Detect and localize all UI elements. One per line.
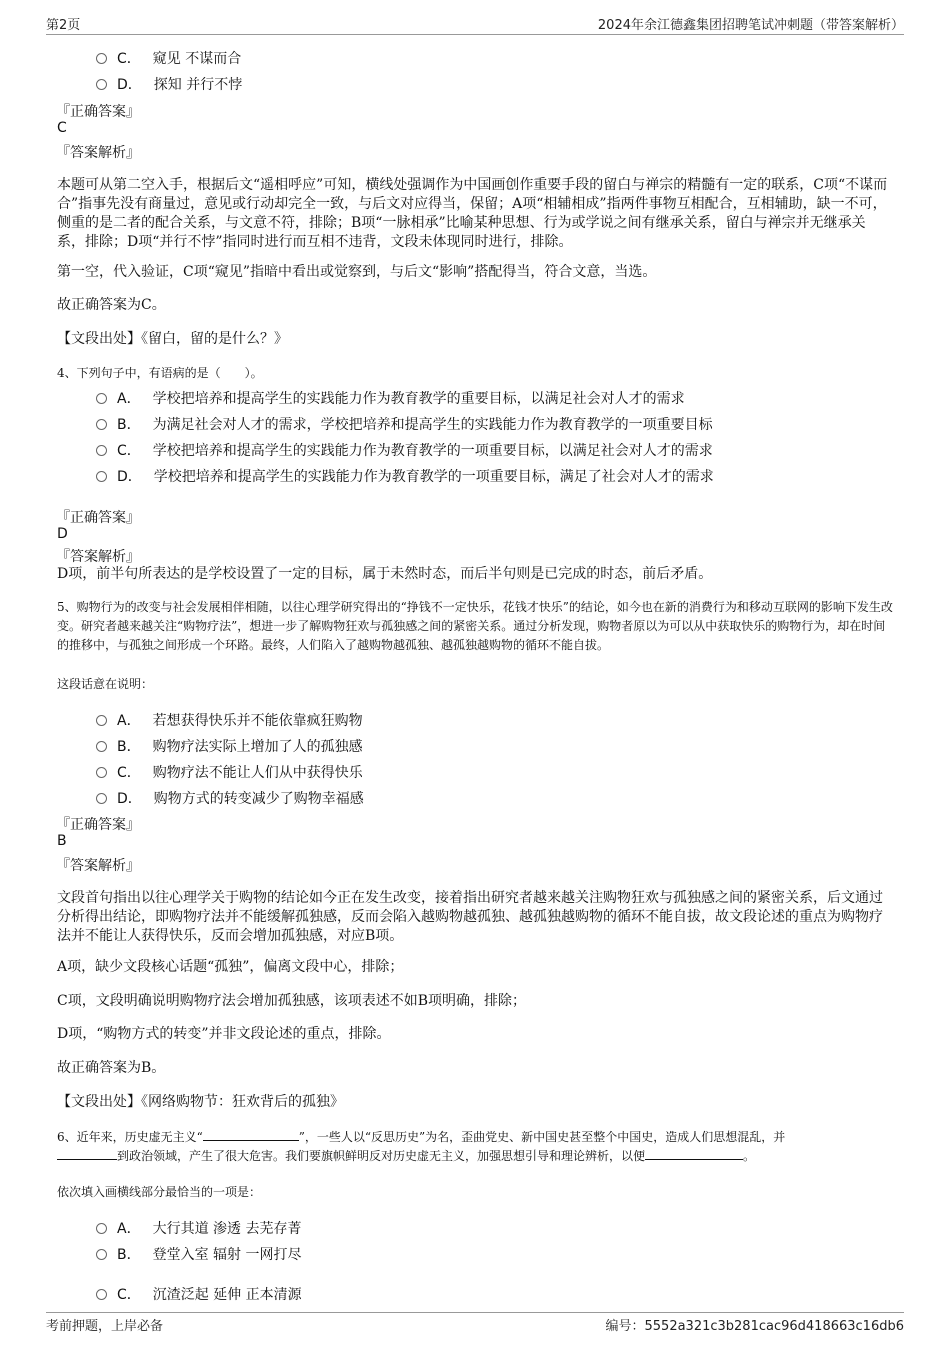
q5-analysis-label: 『答案解析』 — [56, 858, 140, 874]
radio-icon[interactable] — [96, 1289, 107, 1300]
q5-analysis-paragraph: D项，“购物方式的转变”并非文段论述的重点，排除。 — [57, 1026, 391, 1042]
q4-answer-label: 『正确答案』 — [56, 510, 140, 526]
q3-option-c[interactable]: C． 窥见 不谋而合 — [96, 48, 241, 66]
q4-option-b[interactable]: B． 为满足社会对人才的需求，学校把培养和提高学生的实践能力作为教育教学的一项重要目标 — [96, 414, 713, 432]
document-title: 2024年余江德鑫集团招聘笔试冲刺题（带答案解析） — [597, 18, 904, 33]
blank-1 — [203, 1128, 299, 1141]
q3-source: 【文段出处】《留白，留的是什么？》 — [57, 331, 288, 347]
radio-icon[interactable] — [96, 53, 107, 64]
q3-option-d[interactable]: D． 探知 并行不悖 — [96, 74, 242, 92]
q3-analysis-label: 『答案解析』 — [56, 145, 140, 161]
radio-icon[interactable] — [96, 471, 107, 482]
q5-analysis-paragraph: 文段首句指出以往心理学关于购物的结论如今正在发生改变，接着指出研究者越来越关注购物狂欢与孤独感之间的紧密关系，后文通过分析得出结论，即购物疗法并不能缓解孤独感，反而会陷入越购物越孤独、越孤独越购物的循环不能自拔，故文段论述的重点为购物疗法并不能让人获得快乐，反而会增加孤独感，对应B项。 — [57, 890, 883, 944]
q4-option-d[interactable]: D． 学校把培养和提高学生的实践能力作为教育教学的一项重要目标，满足了社会对人才的需求 — [96, 466, 714, 484]
q4-option-c[interactable]: C． 学校把培养和提高学生的实践能力作为教育教学的一项重要目标，以满足社会对人才的需求 — [96, 440, 713, 458]
radio-icon[interactable] — [96, 1223, 107, 1234]
q6-option-a[interactable]: A． 大行其道 渗透 去芜存菁 — [96, 1218, 301, 1236]
q5-analysis-conclusion: 故正确答案为B。 — [57, 1060, 166, 1076]
radio-icon[interactable] — [96, 79, 107, 90]
q3-analysis-paragraph: 第一空，代入验证，C项“窥见”指暗中看出或觉察到，与后文“影响”搭配得当，符合文意，当选。 — [57, 264, 657, 280]
footer-slogan: 考前押题，上岸必备 — [46, 1319, 164, 1334]
q6-stem: 6、近年来，历史虚无主义“ ”，一些人以“反思历史”为名，歪曲党史、新中国史甚至整个中国史，造成人们思想混乱，并 到政治领域，产生了很大危害。我们要旗帜鲜明反对历史虚无主义，加强思想引导和理论辨析，以便 。 — [57, 1130, 786, 1163]
radio-icon[interactable] — [96, 767, 107, 778]
radio-icon[interactable] — [96, 793, 107, 804]
radio-icon[interactable] — [96, 741, 107, 752]
q4-answer: D — [57, 526, 68, 542]
q5-stem: 5、购物行为的改变与社会发展相伴相随，以往心理学研究得出的“挣钱不一定快乐，花钱才快乐”的结论，如今也在新的消费行为和移动互联网的影响下发生改变。研究者越来越关注“购物疗法”，想进一步了解购物狂欢与孤独感之间的紧密关系。通过分析发现，购物者原以为可以从中获取快乐的购物行为，却在时间的推移中，与孤独之间形成一个环路。最终，人们陷入了越购物越孤独、越孤独越购物的循环不能自拔。 — [57, 600, 893, 652]
radio-icon[interactable] — [96, 715, 107, 726]
q5-analysis-paragraph: A项，缺少文段核心话题“孤独”，偏离文段中心，排除； — [57, 959, 404, 975]
radio-icon[interactable] — [96, 393, 107, 404]
document-code: 编号：5552a321c3b281cac96d418663c16db6 — [605, 1319, 904, 1334]
q5-source: 【文段出处】《网络购物节：狂欢背后的孤独》 — [57, 1094, 344, 1110]
q6-option-c[interactable]: C． 沉渣泛起 延伸 正本清源 — [96, 1284, 302, 1302]
q5-option-c[interactable]: C． 购物疗法不能让人们从中获得快乐 — [96, 762, 363, 780]
q4-stem: 4、下列句子中，有语病的是（ ）。 — [57, 366, 263, 380]
page-number: 第2页 — [46, 18, 81, 33]
blank-2 — [57, 1147, 117, 1160]
q5-option-a[interactable]: A． 若想获得快乐并不能依靠疯狂购物 — [96, 710, 363, 728]
page-footer — [46, 1312, 904, 1333]
q5-analysis-paragraph: C项，文段明确说明购物疗法会增加孤独感，该项表述不如B项明确，排除； — [57, 993, 526, 1009]
page-header — [46, 14, 904, 35]
q3-analysis-paragraph: 本题可从第二空入手，根据后文“遥相呼应”可知，横线处强调作为中国画创作重要手段的留白与禅宗的精髓有一定的联系，C项“不谋而合”指事先没有商量过，意见或行动却完全一致，与后文对应得当，保留；A项“相辅相成”指两件事物互相配合，互相辅助，缺一不可，侧重的是二者的配合关系，与文意不符，排除；B项“一脉相承”比喻某种思想、行为或学说之间有继承关系，留白与禅宗并无继承关系，排除；D项“并行不悖”指同时进行而互相不违背，文段未体现同时进行，排除。 — [57, 177, 888, 250]
q4-analysis: D项，前半句所表达的是学校设置了一定的目标，属于未然时态，而后半句则是已完成的时态，前后矛盾。 — [57, 566, 713, 582]
q5-answer: B — [57, 833, 67, 849]
radio-icon[interactable] — [96, 1249, 107, 1260]
q3-analysis-conclusion: 故正确答案为C。 — [57, 297, 166, 313]
q3-answer: C — [57, 120, 67, 136]
q3-answer-label: 『正确答案』 — [56, 104, 140, 120]
q4-option-a[interactable]: A． 学校把培养和提高学生的实践能力作为教育教学的重要目标，以满足社会对人才的需求 — [96, 388, 685, 406]
blank-3 — [645, 1147, 743, 1160]
radio-icon[interactable] — [96, 445, 107, 456]
q4-analysis-label: 『答案解析』 — [56, 549, 140, 565]
radio-icon[interactable] — [96, 419, 107, 430]
q6-option-b[interactable]: B． 登堂入室 辐射 一网打尽 — [96, 1244, 302, 1262]
q5-option-b[interactable]: B． 购物疗法实际上增加了人的孤独感 — [96, 736, 363, 754]
q5-prompt: 这段话意在说明： — [57, 677, 154, 691]
q5-answer-label: 『正确答案』 — [56, 817, 140, 833]
q5-option-d[interactable]: D． 购物方式的转变减少了购物幸福感 — [96, 788, 364, 806]
q6-prompt: 依次填入画横线部分最恰当的一项是： — [57, 1185, 262, 1199]
